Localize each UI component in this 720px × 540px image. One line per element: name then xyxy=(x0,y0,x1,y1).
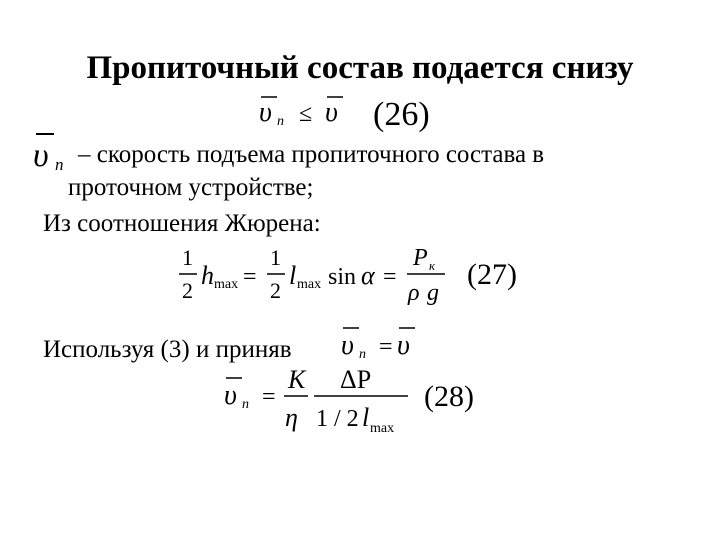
svg-text:l: l xyxy=(362,403,370,432)
svg-text:2: 2 xyxy=(182,278,193,303)
svg-text:1 / 2: 1 / 2 xyxy=(316,406,359,432)
svg-text:=: = xyxy=(262,384,276,410)
svg-text:max: max xyxy=(370,421,395,436)
equation-26 xyxy=(255,85,435,135)
assumption-equation xyxy=(335,316,445,366)
svg-text:(27): (27) xyxy=(467,258,517,291)
eq26-operator: ≤ xyxy=(299,101,313,127)
svg-text:ρ: ρ xyxy=(408,280,420,306)
svg-text:1: 1 xyxy=(270,245,281,270)
eq26-lhs-subscript: п xyxy=(277,114,284,129)
svg-text:K: K xyxy=(288,365,306,394)
svg-text:=: = xyxy=(379,334,393,360)
svg-text:=: = xyxy=(383,264,397,290)
eq26-lhs-symbol: υ xyxy=(259,97,272,128)
slide-title: Пропиточный состав подается снизу xyxy=(86,50,634,86)
svg-text:=: = xyxy=(243,264,257,290)
svg-text:h: h xyxy=(201,261,214,290)
svg-text:1: 1 xyxy=(182,245,193,270)
svg-text:max: max xyxy=(297,277,322,292)
eq26-number: (26) xyxy=(373,96,430,133)
svg-text:g: g xyxy=(427,280,439,306)
svg-text:2: 2 xyxy=(270,278,281,303)
eq26-rhs-symbol: υ xyxy=(325,97,338,128)
equation-27 xyxy=(175,240,525,320)
svg-text:max: max xyxy=(214,277,239,292)
definition-line-1: – скорость подъема пропиточного состава в xyxy=(78,141,545,168)
svg-text:υ: υ xyxy=(341,330,354,361)
svg-text:к: к xyxy=(429,258,436,273)
svg-text:υ: υ xyxy=(397,330,410,361)
svg-text:п: п xyxy=(359,347,366,362)
svg-text:α: α xyxy=(361,261,375,290)
definition-symbol xyxy=(28,120,78,180)
svg-text:(28): (28) xyxy=(424,380,474,413)
svg-text:sin: sin xyxy=(328,264,357,290)
zhuren-intro: Из соотношения Жюрена: xyxy=(43,210,321,237)
equation-28 xyxy=(218,362,488,442)
svg-text:P: P xyxy=(413,245,428,271)
svg-text:ΔP: ΔP xyxy=(340,365,372,394)
svg-text:п: п xyxy=(242,397,249,412)
using-text: Используя (3) и приняв xyxy=(43,336,292,363)
svg-text:η: η xyxy=(285,403,298,432)
svg-text:υ: υ xyxy=(224,380,237,411)
svg-text:l: l xyxy=(289,261,297,290)
definition-line-2: проточном устройстве; xyxy=(68,174,314,201)
svg-text:п: п xyxy=(55,155,64,174)
svg-text:υ: υ xyxy=(33,137,49,174)
